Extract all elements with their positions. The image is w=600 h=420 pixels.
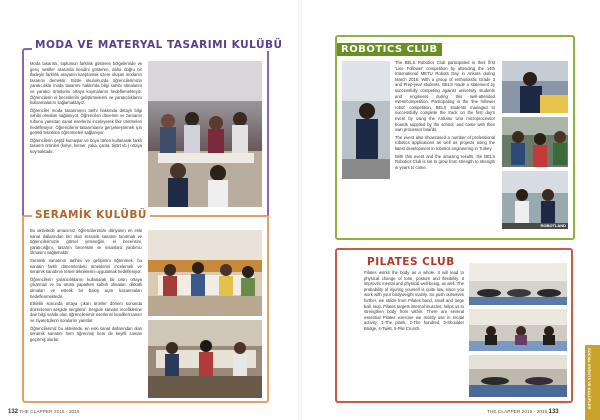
seramik-paragraph: Seramik sanatının tarihini ve gelişimini öğrenmek, bu sanatın farklı dönemlerdeki örneklerini incelemek ve seramik sanatının temel tekniklerini uygulamak hedefleniyor. xyxy=(30,257,142,275)
robotics-photo-left xyxy=(341,60,391,180)
robotics-paragraph: With this event and the amazing results, the BELS Robotics Club is set to grow from strength to strength in years to come. xyxy=(395,153,495,170)
moda-paragraph: Öğrencilerin çeşitli kumaşlar ve boya türleri kullanarak farklı tasarım ürünleri (kolye, kemer, yaka, çanta, tişört vb.) ortaya koymaktadır. xyxy=(30,137,142,154)
seramik-paragraph: Öğrencilerimiz bu aktivitede, en eski sanat dallarından olan seramik sanatını hem öğrenmiş hem de keyifli zaman geçirmiş olurlar. xyxy=(30,325,142,342)
robotics-photo-1 xyxy=(501,60,569,114)
pilates-photo-2 xyxy=(468,308,568,352)
robotics-section-text xyxy=(395,60,495,235)
section-side-tab xyxy=(585,345,600,420)
right-footer-text: THE CLAPPER 2015 - 2016 xyxy=(487,410,548,415)
robotics-photo-credit: ROBOTLAND xyxy=(540,223,566,228)
robotics-paragraph: The event also showcased a number of professional robotics applications as well as projects using the latest development in robotics engineering in Turkey. xyxy=(395,134,495,151)
moda-paragraph: Öğrenciler moda tasarımının tarihi hakkında detaylı bilgi sahibi olmaları sağlanıyor. Öğrencileri dönemin ve zamanın ruhunu yansıtan sanat eserlerini inceleyerek fikir üretmeleri hedefleniyor. Öğrencilerin tasarımlarını gerçekleştirmek için gerekli teknikleri öğrenmeleri sağlanıyor. xyxy=(30,107,142,136)
robotics-paragraph: The BELS Robotics Club participated in their first 'Line Follower' competition by attending the 14th International METU Robots Day in Ankara during March 2016. With a group of enthusiastic Grade 3 and Prep-year students, BELS made a statement by successfully competing against university students and engineers during this well-attended event/competition. Participating in the 'line follower robot' competition, BELS students managed to successfully complete the track on the first day's event by using the Arduino Uno microprocessor boards supplied by the school, and came with their own processor boards. xyxy=(395,60,495,133)
right-page-number: 133 xyxy=(548,409,559,415)
right-footer xyxy=(487,409,559,415)
pilates-section-text xyxy=(364,270,464,400)
robotics-section-title: ROBOTICS CLUB xyxy=(337,43,442,56)
seramik-paragraph: Bu aktivitede amacımız, öğrencilerimize dünyanın en eski sanat dallarından biri olan seramik sanatını tanıtmak ve öğrencilerimizin görsel yeteneğini, el becerisini, yaratıcılığını, tasarım becerisini ve insanlara yardımcı olmasını sağlamaktır. xyxy=(30,228,142,256)
pilates-paragraph: Pilates works the body as a whole. It will lead to physical change of tone, posture and flexibility. It improves mental and physical well-being, as well. The probability of injuring yourself is quite low, since you work with your bodyweight mainly. So push ourselves further, we utilize from Pilates band, small and large ball, loop. Pilates targets internal muscles, helps us to strengthen body from within. There are several essential Pilates exercise we mostly use in recital activity: 1-The plank, 2-The hundred, 3-Shoulder Bridge, 4-Twist, 5-Pile Crunch. xyxy=(364,270,464,331)
left-page-number: 132 xyxy=(8,409,19,415)
moda-section-title: MODA VE MATERYAL TASARIMI KULÜBÜ xyxy=(32,39,286,51)
side-tab-label: SOCIAL EVENTS VE KULÜPLER xyxy=(587,348,592,410)
seramik-section-title: SERAMİK KULÜBÜ xyxy=(32,209,150,221)
pilates-section-title: PILATES CLUB xyxy=(364,256,458,268)
pilates-photo-3 xyxy=(468,354,568,398)
seramik-paragraph: Etkinlik sonunda ortaya çıkan ürünler dönem sonunda düzenlenen sergide sergilenir. Sergide sanatın inceliklerine dair bilgi sahibi olan öğrencilerimiz eserlerini kendileri tanıtır ve ziyaretçilerin sorularını yanıtlar. xyxy=(30,301,142,323)
moda-paragraph: Moda tasarımı, toplumun farklılık gösteren bölgelerinde ve genç nesiller arasında kendini gösteren, daha doğru bir ifadeyle farklılık arayanın karşılamak üzere oluşan modanın tasarımı demektir. Bizde okulumuzda öğrencilerimizin yaratıcılıkla moda tasarımı hakkında bilgi sahibi olmalarını ve yaratıcı ürünlerini ortaya koymalarını hedeflemekteyiz. Öğrencilerin el becerilerini geliştirmelerini ve yaratıcılıklarını kullanmalarını sağlamaktayız. xyxy=(30,61,142,106)
pilates-photo-1 xyxy=(468,262,568,306)
seramik-paragraph: Öğrencilerin yaratıcılıklarını kullanarak bir ürün ortaya çıkarmalı ve bu ürünü yaparken sabırlı olmaları, dikkatli olmaları ve estetik bir bakış açısı kazanmaları hedeflenmektedir. xyxy=(30,276,142,299)
left-footer-text: THE CLAPPER 2015 - 2016 xyxy=(19,410,80,415)
robotics-photo-2 xyxy=(501,116,569,168)
robotics-photo-3 xyxy=(501,170,569,230)
